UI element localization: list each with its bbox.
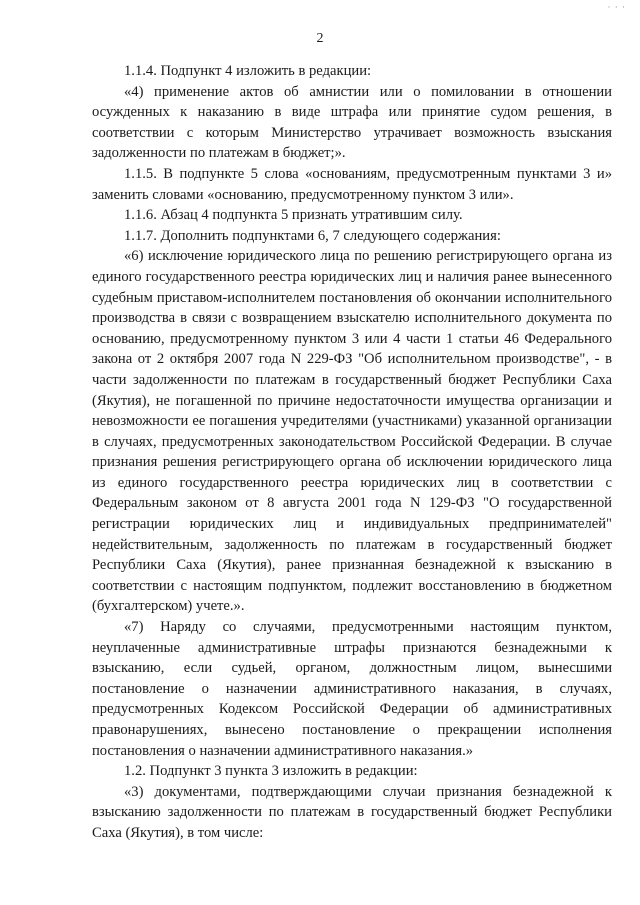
page-number: 2	[316, 31, 324, 46]
paragraph-1-1-6: 1.1.6. Абзац 4 подпункта 5 признать утратившим силу.	[124, 207, 463, 224]
paragraph-subpoint-3: «3) документами, подтверждающими случаи признания безнадежной к взысканию задолженности по платежам в государственный бюджет Республики Саха (Якутия), в том числе:	[92, 783, 612, 841]
paragraph-1-1-5: 1.1.5. В подпункте 5 слова «основаниям, предусмотренным пунктами 3 и» заменить словами «основанию, предусмотренному пунктом 3 или».	[92, 165, 612, 203]
corner-mark: · · ·	[607, 2, 626, 12]
document-body	[92, 61, 612, 844]
paragraph-1-1-7: 1.1.7. Дополнить подпунктами 6, 7 следующего содержания:	[124, 227, 501, 244]
paragraph-subpoint-7: «7) Наряду со случаями, предусмотренными настоящим пунктом, неуплаченные административные штрафы признаются безнадежными к взысканию, если судьей, органом, должностным лицом, вынесшими постановление о назначении административного наказания, в случаях, предусмотренных Кодексом Российской Федерации об административных правонарушениях, вынесено постановление о прекращении исполнения постановления о назначении административного наказания.»	[92, 619, 612, 759]
paragraph-subpoint-6: «6) исключение юридического лица по решению регистрирующего органа из единого государственного реестра юридических лиц и наличия ранее вынесенного судебным приставом-исполнителем постановления об окончании исполнительного производства в связи с возвращением взыскателю исполнительного документа по основанию, предусмотренному пунктом 3 или 4 части 1 статьи 46 Федерального закона от 2 октября 2007 года N 229-ФЗ "Об исполнительном производстве", - в части задолженности по платежам в государственный бюджет Республики Саха (Якутия), не погашенной по причине недостаточности имущества организации и невозможности ее погашения учредителями (участниками) указанной организации в случаях, предусмотренных законодательством Российской Федерации. В случае признания решения регистрирующего органа об исключении юридического лица из единого государственного реестра юридических лиц в соответствии с Федеральным законом от 8 августа 2001 года N 129-ФЗ "О государственной регистрации юридических лиц и индивидуальных предпринимателей" недействительным, задолженность по платежам в государственный бюджет Республики Саха (Якутия), ранее признанная безнадежной к взысканию в соответствии с настоящим подпунктом, подлежит восстановлению в бюджетном (бухгалтерском) учете.».	[92, 248, 612, 615]
paragraph-1-1-4: 1.1.4. Подпункт 4 изложить в редакции:	[124, 63, 372, 79]
paragraph-subpoint-4: «4) применение актов об амнистии или о помиловании в отношении осужденных к наказанию в виде штрафа или принятие судом решения, в соответствии с которым Министерство утрачивает возможность взыскания задолженности по платежам в бюджет;».	[92, 83, 612, 162]
paragraph-1-2: 1.2. Подпункт 3 пункта 3 изложить в редакции:	[124, 763, 418, 780]
